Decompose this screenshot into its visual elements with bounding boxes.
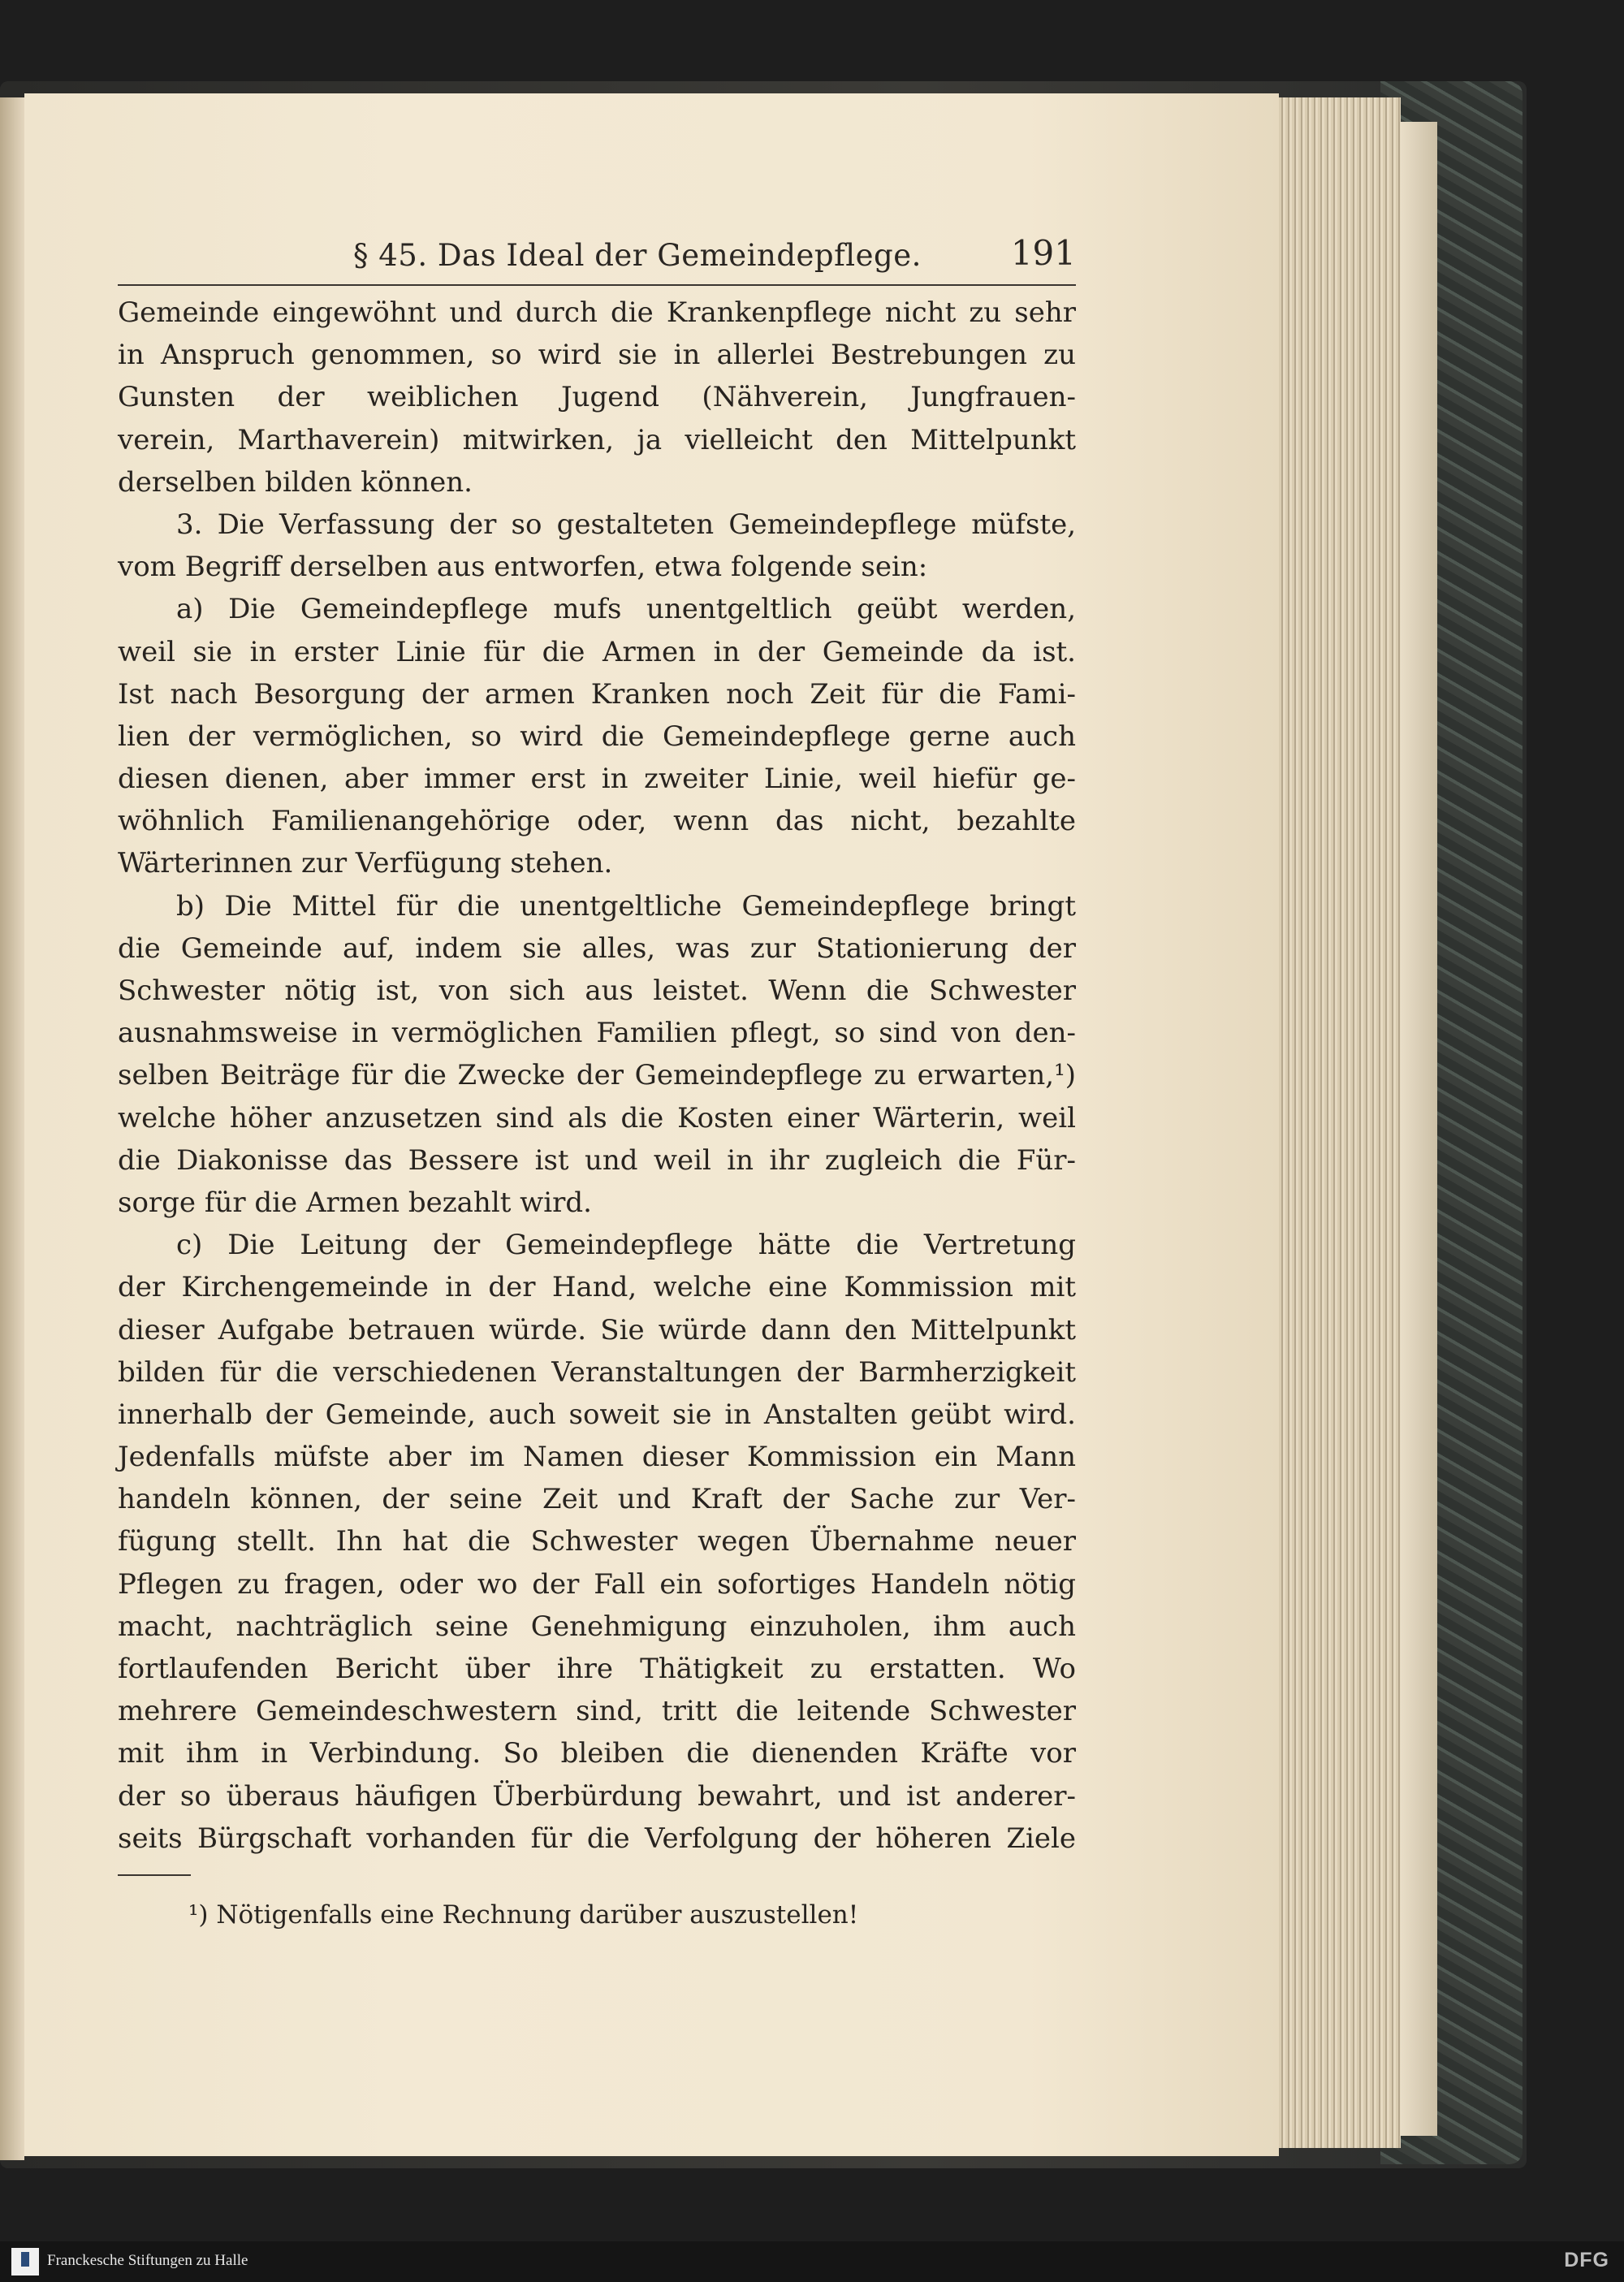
text-line: Jedenfalls müfste aber im Namen dieser Kommission ein Mann: [118, 1441, 1076, 1474]
institution-logo-icon: [11, 2248, 39, 2276]
page-header: [118, 230, 1076, 279]
text-line: der so überaus häufigen Überbürdung bewahrt, und ist anderer-: [118, 1779, 1076, 1813]
text-line: seits Bürgschaft vorhanden für die Verfolgung der höheren Ziele: [118, 1822, 1076, 1855]
text-line: welche höher anzusetzen sind als die Kosten einer Wärterin, weil: [118, 1101, 1076, 1135]
body-text: [118, 292, 1076, 1860]
text-line: mit ihm in Verbindung. So bleiben die dienenden Kräfte vor: [118, 1737, 1076, 1770]
page-gutter: [0, 97, 24, 2160]
footnote: ¹) Nötigenfalls eine Rechnung darüber auszustellen!: [188, 1900, 859, 1930]
institution-name: Franckesche Stiftungen zu Halle: [47, 2252, 248, 2269]
text-line: fügung stellt. Ihn hat die Schwester wegen Übernahme neuer: [118, 1525, 1076, 1558]
text-line: lien der vermöglichen, so wird die Gemeindepflege gerne auch: [118, 720, 1076, 753]
text-line: handeln können, der seine Zeit und Kraft der Sache zur Ver-: [118, 1483, 1076, 1516]
dfg-logo: DFG: [1564, 2249, 1609, 2271]
text-line: 3. Die Verfassung der so gestalteten Gemeindepflege müfste,: [176, 508, 1076, 541]
page-stack-end: [1401, 122, 1437, 2136]
text-line: Gunsten der weiblichen Jugend (Nähverein, Jungfrauen-: [118, 381, 1076, 414]
text-line: verein, Marthaverein) mitwirken, ja vielleicht den Mittelpunkt: [118, 423, 1076, 456]
page-stack-edges: [1279, 97, 1401, 2148]
text-line: wöhnlich Familienangehörige oder, wenn das nicht, bezahlte: [118, 805, 1076, 838]
text-line: sorge für die Armen bezahlt wird.: [118, 1186, 592, 1219]
text-line: weil sie in erster Linie für die Armen in der Gemeinde da ist.: [118, 635, 1076, 668]
text-line: dieser Aufgabe betrauen würde. Sie würde dann den Mittelpunkt: [118, 1313, 1076, 1346]
viewer-footer-bar: [0, 2241, 1624, 2282]
text-line: innerhalb der Gemeinde, auch soweit sie in Anstalten geübt wird.: [118, 1398, 1076, 1431]
text-line: Pflegen zu fragen, oder wo der Fall ein sofortiges Handeln nötig: [118, 1567, 1076, 1601]
text-line: vom Begriff derselben aus entworfen, etwa folgende sein:: [118, 551, 928, 584]
text-line: Gemeinde eingewöhnt und durch die Krankenpflege nicht zu sehr: [118, 296, 1076, 329]
text-line: a) Die Gemeindepflege mufs unentgeltlich geübt werden,: [176, 593, 1076, 626]
text-line: die Gemeinde auf, indem sie alles, was zur Stationierung der: [118, 931, 1076, 965]
text-line: Ist nach Besorgung der armen Kranken noch Zeit für die Fami-: [118, 677, 1076, 711]
page-number: 191: [1010, 233, 1076, 273]
text-line: die Diakonisse das Bessere ist und weil in ihr zugleich die Für-: [118, 1143, 1076, 1177]
text-line: macht, nachträglich seine Genehmigung einzuholen, ihm auch: [118, 1610, 1076, 1643]
text-line: derselben bilden können.: [118, 465, 473, 499]
text-line: ausnahmsweise in vermöglichen Familien pflegt, so sind von den-: [118, 1017, 1076, 1050]
text-line: diesen dienen, aber immer erst in zweiter Linie, weil hiefür ge-: [118, 763, 1076, 796]
text-line: selben Beiträge für die Zwecke der Gemeindepflege zu erwarten,¹): [118, 1059, 1076, 1092]
text-line: bilden für die verschiedenen Veranstaltungen der Barmherzigkeit: [118, 1355, 1076, 1389]
header-rule: [118, 284, 1076, 286]
text-line: b) Die Mittel für die unentgeltliche Gemeindepflege bringt: [176, 889, 1076, 923]
text-line: fortlaufenden Bericht über ihre Thätigkeit zu erstatten. Wo: [118, 1653, 1076, 1685]
text-line: Wärterinnen zur Verfügung stehen.: [118, 847, 613, 880]
text-line: der Kirchengemeinde in der Hand, welche eine Kommission mit: [118, 1271, 1076, 1304]
text-line: c) Die Leitung der Gemeindepflege hätte die Vertretung: [176, 1229, 1076, 1262]
text-line: in Anspruch genommen, so wird sie in allerlei Bestrebungen zu: [118, 339, 1076, 372]
footnote-rule: [118, 1874, 191, 1876]
text-line: mehrere Gemeindeschwestern sind, tritt die leitende Schwester: [118, 1695, 1076, 1728]
running-head: § 45. Das Ideal der Gemeindepflege.: [353, 238, 922, 273]
text-line: Schwester nötig ist, von sich aus leistet. Wenn die Schwester: [118, 975, 1076, 1007]
logo-mark: [21, 2252, 29, 2267]
